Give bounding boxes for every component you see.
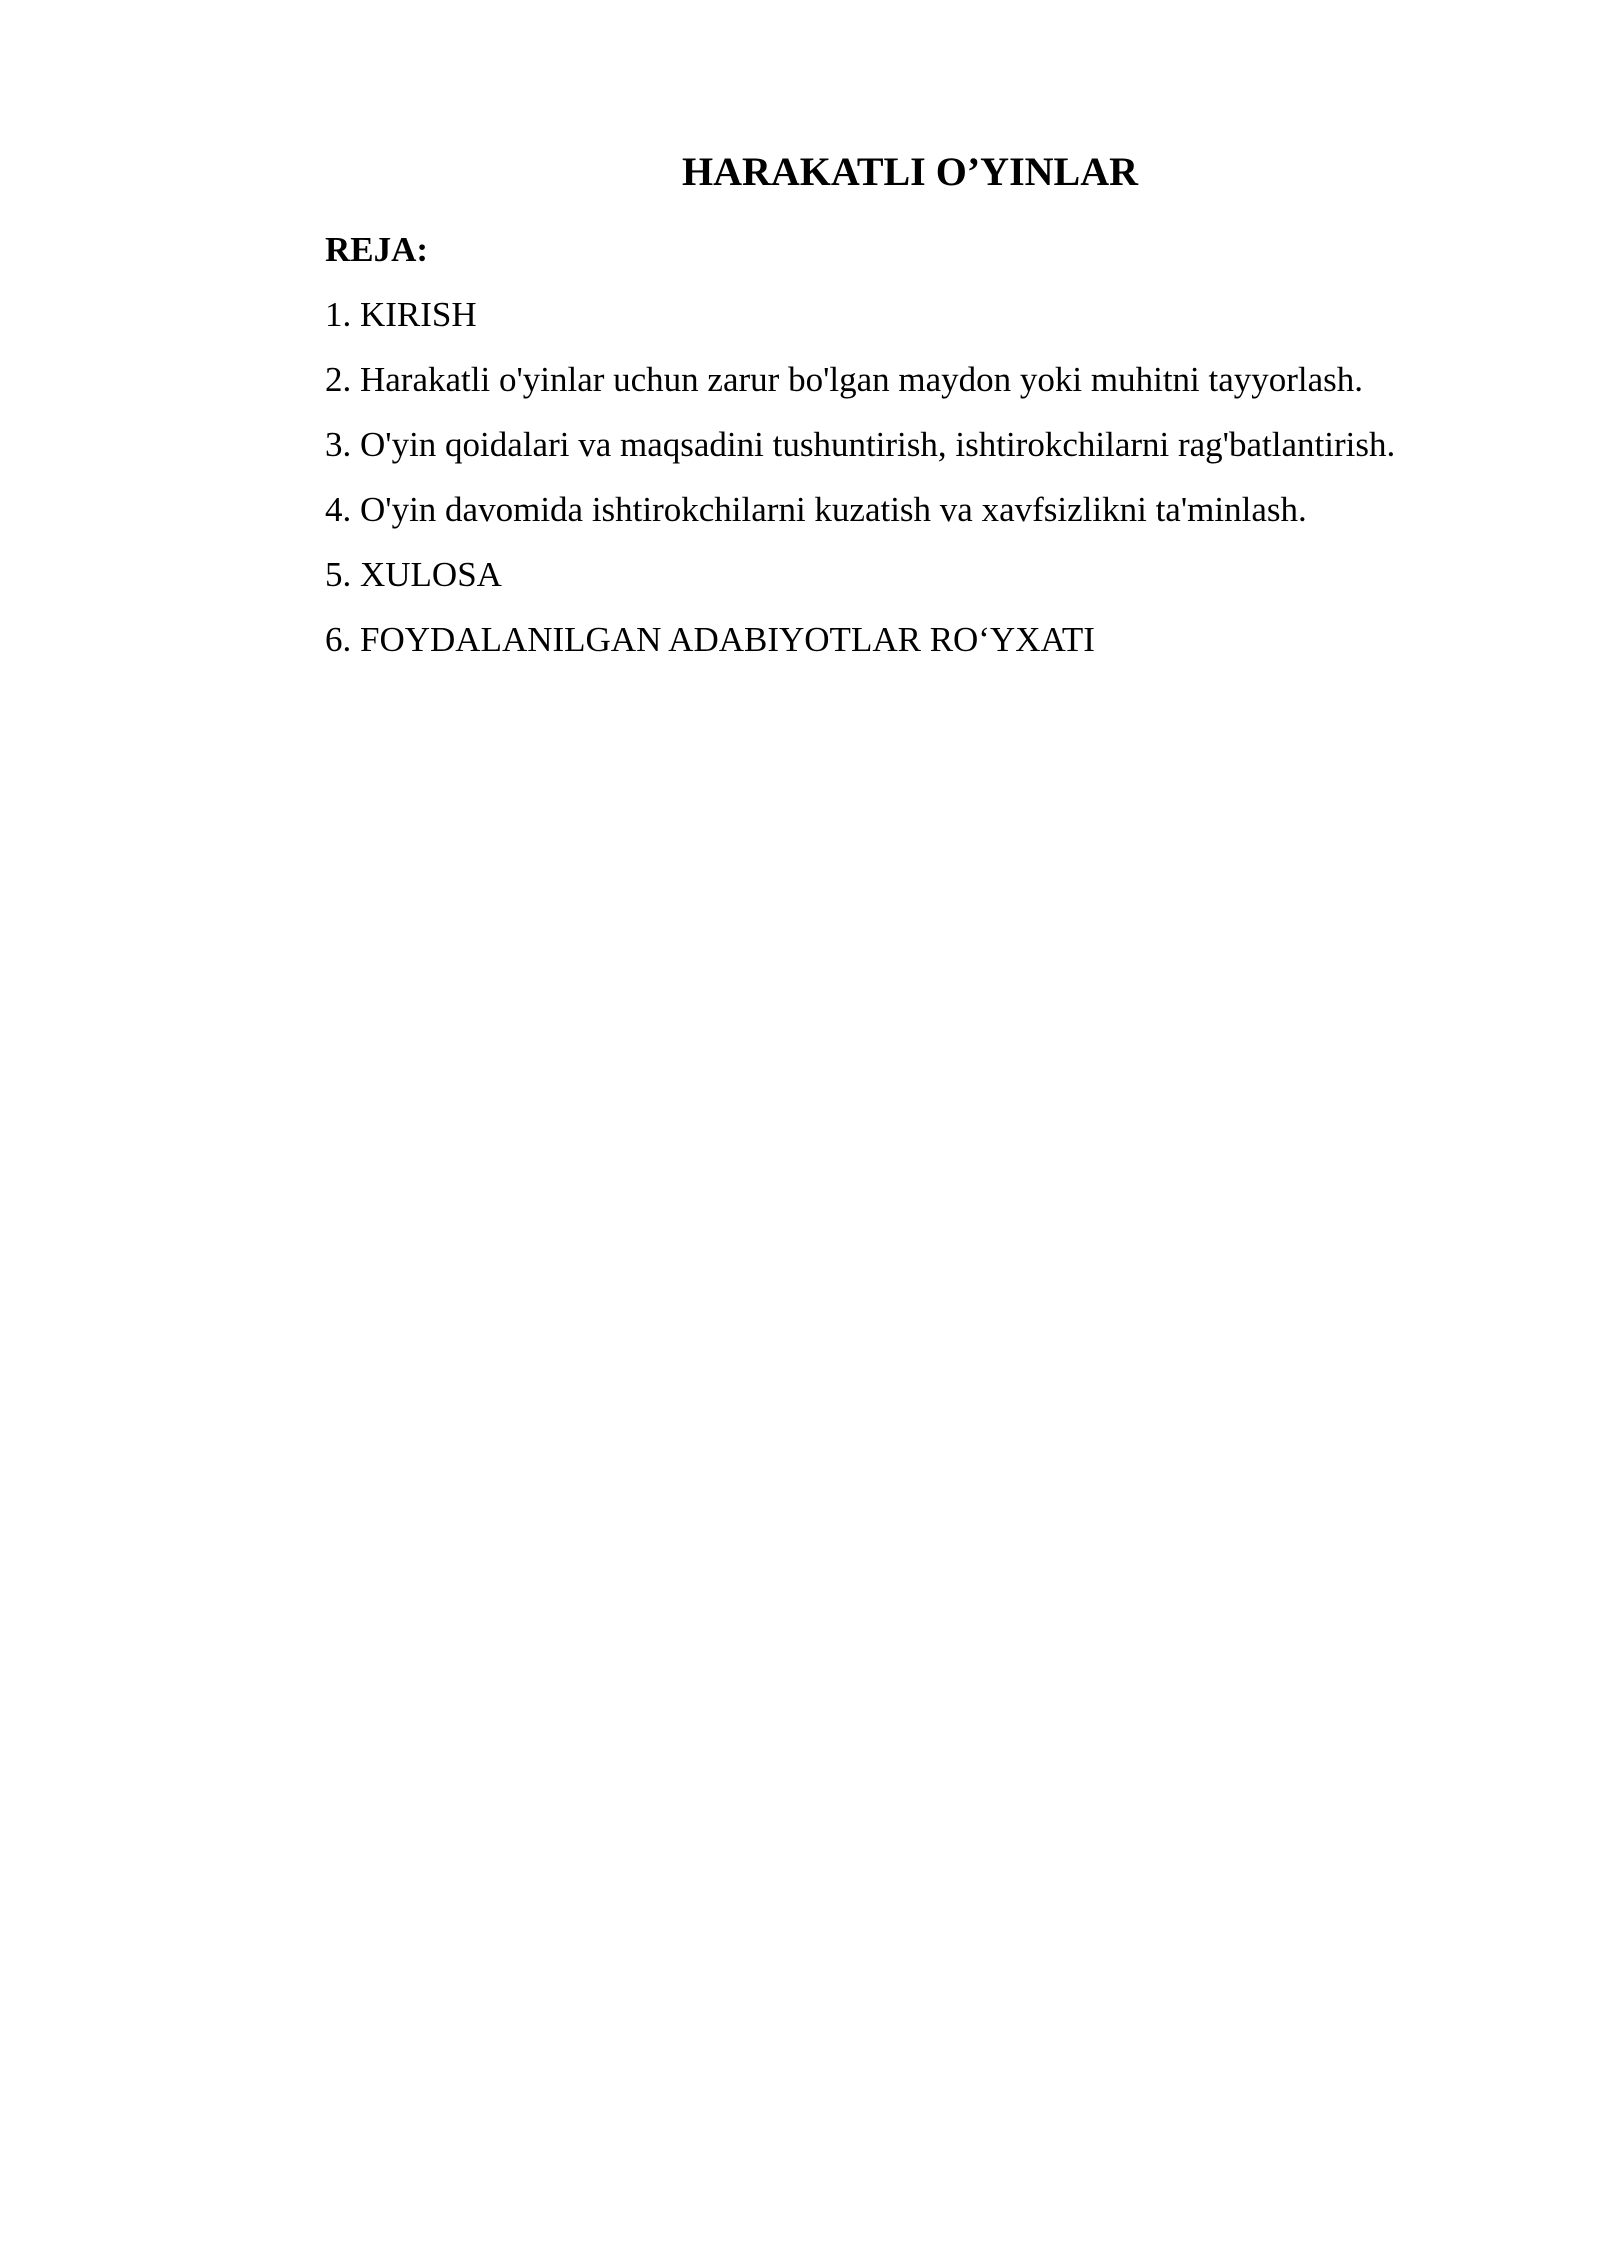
plan-item-5: 5. XULOSA — [325, 555, 502, 594]
plan-item-2: 2. Harakatli o'yinlar uchun zarur bo'lgan maydon yoki muhitni tayyorlash. — [325, 360, 1364, 399]
plan-item-3: 3. O'yin qoidalari va maqsadini tushuntirish, ishtirokchilarni rag'batlantirish. — [325, 425, 1396, 464]
plan-heading: REJA: — [325, 230, 429, 269]
plan-item-1: 1. KIRISH — [325, 295, 477, 334]
plan-item-6: 6. FOYDALANILGAN ADABIYOTLAR RO‘YXATI — [325, 620, 1095, 659]
document-title: HARAKATLI O’YINLAR — [682, 149, 1138, 194]
plan-list — [325, 291, 1585, 664]
plan-section — [325, 226, 1585, 681]
plan-item-4: 4. O'yin davomida ishtirokchilarni kuzatish va xavfsizlikni ta'minlash. — [325, 490, 1307, 529]
